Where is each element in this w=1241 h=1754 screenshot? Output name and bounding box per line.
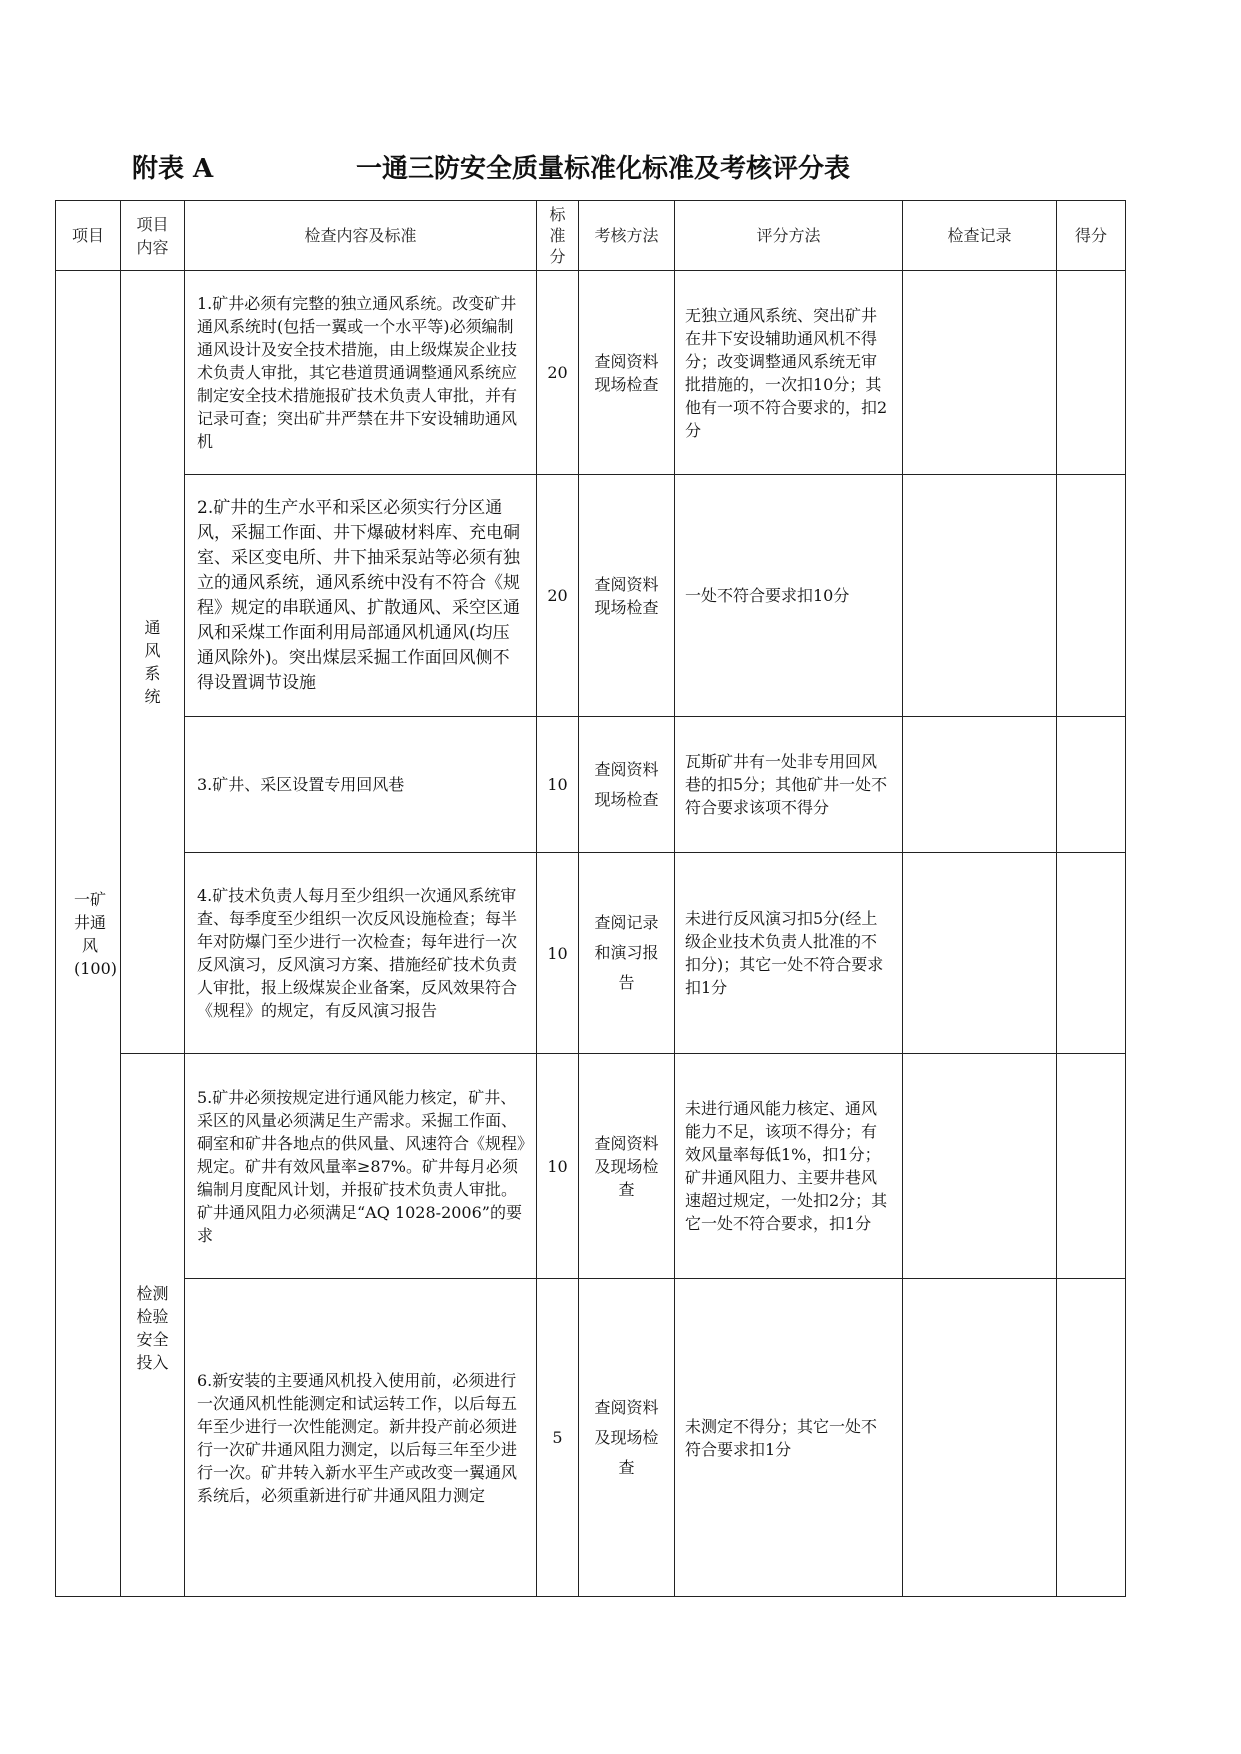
item-cell: 一矿井通风(100)	[56, 271, 121, 1597]
group-ventilation-system: 通风系统	[121, 271, 185, 1054]
header-std-score: 标准分	[537, 201, 579, 271]
table-row	[56, 1054, 1126, 1279]
table-row	[56, 475, 1126, 717]
header-assessment: 考核方法	[579, 201, 675, 271]
table-row	[56, 1279, 1126, 1597]
header-score: 得分	[1057, 201, 1126, 271]
header-scoring: 评分方法	[675, 201, 903, 271]
method-cell: 查阅资料现场检查	[579, 271, 675, 475]
score-cell[interactable]	[1057, 1279, 1126, 1597]
header-row	[56, 201, 1126, 271]
header-standard: 检查内容及标准	[185, 201, 537, 271]
method-cell: 查阅记录和演习报告	[579, 853, 675, 1054]
rule-cell: 一处不符合要求扣10分	[675, 475, 903, 717]
rule-cell: 瓦斯矿井有一处非专用回风巷的扣5分；其他矿井一处不符合要求该项不得分	[675, 717, 903, 853]
score-cell[interactable]	[1057, 1054, 1126, 1279]
header-item-content: 项目内容	[121, 201, 185, 271]
std-score-cell: 10	[537, 853, 579, 1054]
score-cell[interactable]	[1057, 271, 1126, 475]
std-score-cell: 10	[537, 1054, 579, 1279]
group-inspection-investment: 检测检验安全投入	[121, 1054, 185, 1597]
page-title	[132, 148, 1132, 188]
table-row	[56, 271, 1126, 475]
standard-cell: 5.矿井必须按规定进行通风能力核定，矿井、采区的风量必须满足生产需求。采掘工作面、硐室和矿井各地点的供风量、风速符合《规程》规定。矿井有效风量率≥87%。矿井每月必须编制月度配风计划，并报矿技术负责人审批。矿井通风阻力必须满足“AQ 1028-2006”的要求	[185, 1054, 537, 1279]
rule-cell: 未进行反风演习扣5分(经上级企业技术负责人批准的不扣分)；其它一处不符合要求扣1分	[675, 853, 903, 1054]
record-cell[interactable]	[903, 1279, 1057, 1597]
standard-cell: 4.矿技术负责人每月至少组织一次通风系统审查、每季度至少组织一次反风设施检查；每半年对防爆门至少进行一次检查；每年进行一次反风演习，反风演习方案、措施经矿技术负责人审批，报上级煤炭企业备案，反风效果符合《规程》的规定，有反风演习报告	[185, 853, 537, 1054]
record-cell[interactable]	[903, 271, 1057, 475]
method-cell: 查阅资料现场检查	[579, 475, 675, 717]
rule-cell: 未测定不得分；其它一处不符合要求扣1分	[675, 1279, 903, 1597]
table-title: 一通三防安全质量标准化标准及考核评分表	[356, 154, 851, 184]
std-score-cell: 5	[537, 1279, 579, 1597]
std-score-cell: 20	[537, 271, 579, 475]
std-score-cell: 10	[537, 717, 579, 853]
record-cell[interactable]	[903, 475, 1057, 717]
rule-cell: 未进行通风能力核定、通风能力不足，该项不得分；有效风量率每低1%，扣1分；矿井通风阻力、主要井巷风速超过规定，一处扣2分；其它一处不符合要求，扣1分	[675, 1054, 903, 1279]
standard-cell: 3.矿井、采区设置专用回风巷	[185, 717, 537, 853]
method-cell: 查阅资料及现场检查	[579, 1279, 675, 1597]
header-item: 项目	[56, 201, 121, 271]
score-cell[interactable]	[1057, 853, 1126, 1054]
scoring-table	[55, 200, 1126, 1597]
header-record: 检查记录	[903, 201, 1057, 271]
standard-cell: 2.矿井的生产水平和采区必须实行分区通风，采掘工作面、井下爆破材料库、充电硐室、采区变电所、井下抽采泵站等必须有独立的通风系统，通风系统中没有不符合《规程》规定的串联通风、扩散通风、采空区通风和采煤工作面利用局部通风机通风(均压通风除外)。突出煤层采掘工作面回风侧不得设置调节设施	[185, 475, 537, 717]
score-cell[interactable]	[1057, 717, 1126, 853]
annex-label: 附表 A	[132, 154, 214, 184]
record-cell[interactable]	[903, 1054, 1057, 1279]
standard-cell: 6.新安装的主要通风机投入使用前，必须进行一次通风机性能测定和试运转工作，以后每五年至少进行一次性能测定。新井投产前必须进行一次矿井通风阻力测定，以后每三年至少进行一次。矿井转入新水平生产或改变一翼通风系统后，必须重新进行矿井通风阻力测定	[185, 1279, 537, 1597]
method-cell: 查阅资料及现场检查	[579, 1054, 675, 1279]
table-row	[56, 853, 1126, 1054]
record-cell[interactable]	[903, 853, 1057, 1054]
table-row	[56, 717, 1126, 853]
method-cell: 查阅资料现场检查	[579, 717, 675, 853]
rule-cell: 无独立通风系统、突出矿井在井下安设辅助通风机不得分；改变调整通风系统无审批措施的，一次扣10分；其他有一项不符合要求的，扣2分	[675, 271, 903, 475]
standard-cell: 1.矿井必须有完整的独立通风系统。改变矿井通风系统时(包括一翼或一个水平等)必须编制通风设计及安全技术措施，由上级煤炭企业技术负责人审批，其它巷道贯通调整通风系统应制定安全技术措施报矿技术负责人审批，并有记录可查；突出矿井严禁在井下安设辅助通风机	[185, 271, 537, 475]
record-cell[interactable]	[903, 717, 1057, 853]
score-cell[interactable]	[1057, 475, 1126, 717]
std-score-cell: 20	[537, 475, 579, 717]
